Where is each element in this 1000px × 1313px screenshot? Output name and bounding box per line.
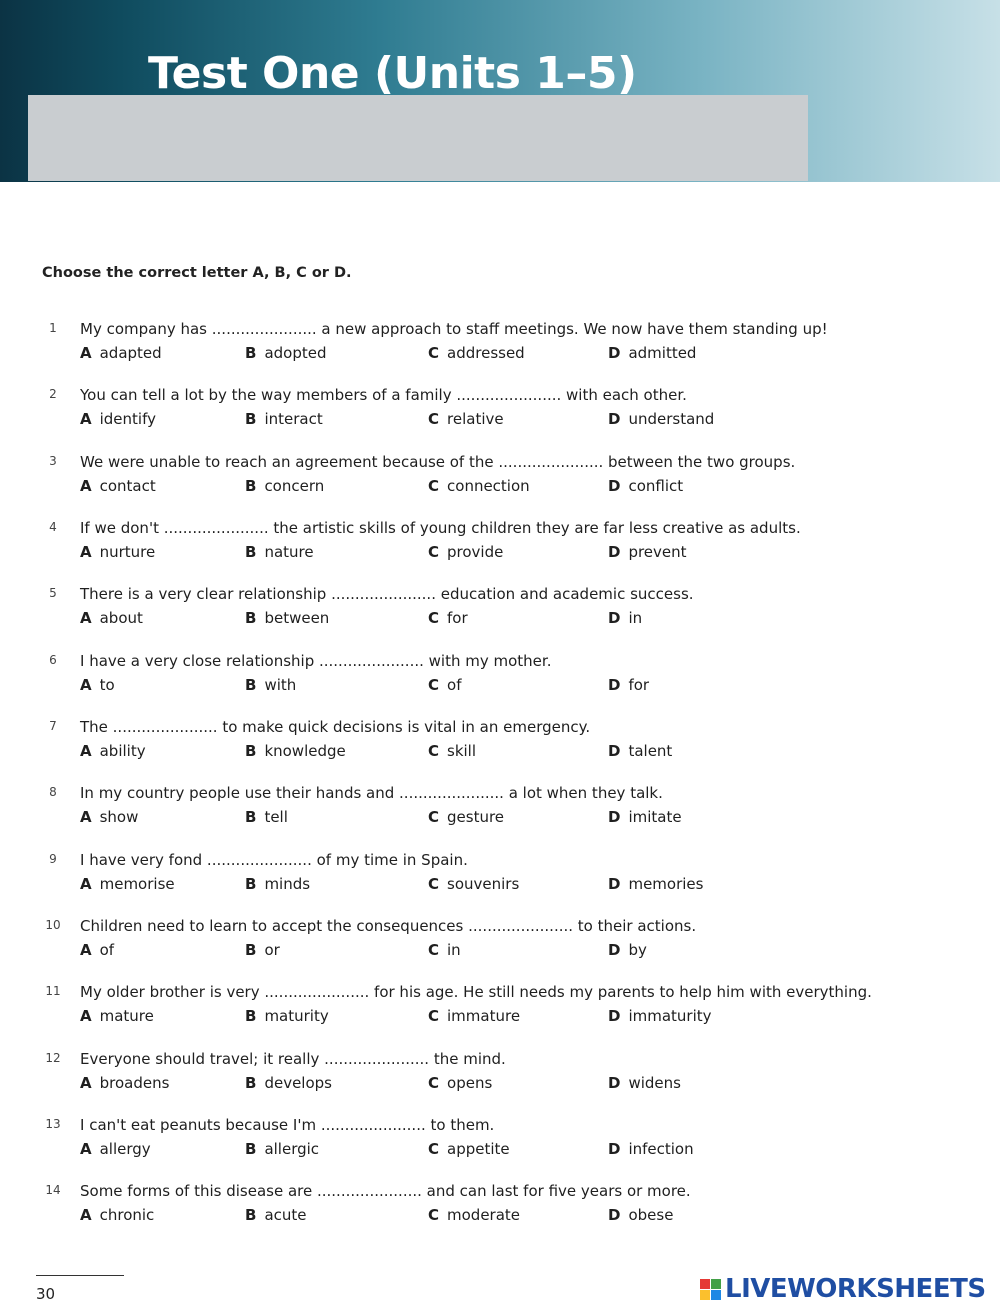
question-item	[0, 718, 1000, 768]
option-letter: C	[428, 410, 440, 428]
option-text: opens	[447, 1074, 493, 1092]
option-letter: C	[428, 1007, 440, 1025]
option-text: or	[264, 941, 280, 959]
option-letter: B	[245, 875, 257, 893]
answer-options	[80, 1140, 980, 1162]
answer-options	[80, 609, 980, 631]
answer-option-b[interactable]	[245, 1140, 319, 1158]
question-stem: Some forms of this disease are ...................... and can last for five years or more.	[80, 1182, 691, 1200]
answer-option-b[interactable]	[245, 941, 280, 959]
option-text: provide	[447, 543, 504, 561]
question-item	[0, 1182, 1000, 1232]
option-text: acute	[264, 1206, 307, 1224]
option-text: immature	[447, 1007, 521, 1025]
option-text: minds	[264, 875, 311, 893]
page-title: Test One (Units 1–5)	[148, 48, 637, 99]
brand-icon-square	[711, 1279, 721, 1289]
question-number: 5	[49, 586, 57, 600]
option-text: in	[447, 941, 461, 959]
answer-options	[80, 808, 980, 830]
answer-option-c[interactable]	[428, 1007, 520, 1025]
answer-option-b[interactable]	[245, 477, 324, 495]
question-stem: We were unable to reach an agreement because of the ...................... between the two groups.	[80, 453, 796, 471]
option-letter: C	[428, 1074, 440, 1092]
question-stem: I have very fond ...................... of my time in Spain.	[80, 851, 468, 869]
option-text: by	[628, 941, 647, 959]
answer-option-a[interactable]	[80, 410, 156, 428]
option-text: for	[447, 609, 468, 627]
question-number: 11	[45, 984, 61, 998]
option-letter: C	[428, 543, 440, 561]
option-text: understand	[628, 410, 715, 428]
option-letter: C	[428, 609, 440, 627]
option-letter: B	[245, 543, 257, 561]
option-letter: B	[245, 808, 257, 826]
option-letter: A	[80, 676, 92, 694]
option-letter: D	[608, 875, 621, 893]
option-letter: B	[245, 1140, 257, 1158]
option-text: addressed	[447, 344, 525, 362]
option-text: adopted	[264, 344, 327, 362]
question-number: 1	[49, 321, 57, 335]
option-letter: B	[245, 1206, 257, 1224]
answer-option-a[interactable]	[80, 808, 138, 826]
option-letter: A	[80, 477, 92, 495]
footer-divider	[36, 1275, 124, 1276]
answer-option-b[interactable]	[245, 410, 323, 428]
option-letter: A	[80, 742, 92, 760]
option-text: about	[99, 609, 143, 627]
question-number: 8	[49, 785, 57, 799]
answer-option-c[interactable]	[428, 344, 525, 362]
page-number: 30	[36, 1285, 56, 1303]
option-letter: B	[245, 410, 257, 428]
option-text: broadens	[99, 1074, 170, 1092]
answer-option-d[interactable]	[608, 742, 672, 760]
answer-option-d[interactable]	[608, 676, 649, 694]
question-stem: The ...................... to make quick decisions is vital in an emergency.	[80, 718, 591, 736]
question-stem: In my country people use their hands and ...................... a lot when they talk.	[80, 784, 663, 802]
answer-option-a[interactable]	[80, 1206, 154, 1224]
option-text: conflict	[628, 477, 684, 495]
option-letter: D	[608, 676, 621, 694]
option-letter: B	[245, 1007, 257, 1025]
option-text: admitted	[628, 344, 697, 362]
option-letter: C	[428, 676, 440, 694]
answer-option-b[interactable]	[245, 875, 310, 893]
question-item	[0, 386, 1000, 436]
option-text: memories	[628, 875, 704, 893]
question-number: 3	[49, 454, 57, 468]
answer-option-c[interactable]	[428, 1140, 510, 1158]
option-letter: B	[245, 742, 257, 760]
question-stem: I can't eat peanuts because I'm ...................... to them.	[80, 1116, 495, 1134]
option-text: between	[264, 609, 330, 627]
question-number: 6	[49, 653, 57, 667]
option-letter: A	[80, 1007, 92, 1025]
question-stem: My older brother is very ...................... for his age. He still needs my parents to help him with everything.	[80, 983, 872, 1001]
answer-option-b[interactable]	[245, 1206, 307, 1224]
question-stem: There is a very clear relationship ...................... education and academic success.	[80, 585, 694, 603]
answer-option-d[interactable]	[608, 344, 696, 362]
option-letter: C	[428, 1206, 440, 1224]
answer-option-d[interactable]	[608, 1140, 694, 1158]
option-text: moderate	[447, 1206, 521, 1224]
brand-icon-square	[700, 1279, 710, 1289]
question-item	[0, 453, 1000, 503]
question-stem: You can tell a lot by the way members of a family ...................... with each other.	[80, 386, 687, 404]
option-letter: C	[428, 742, 440, 760]
answer-option-d[interactable]	[608, 875, 703, 893]
brand-name: LIVEWORKSHEETS	[725, 1274, 986, 1304]
question-number: 14	[45, 1183, 61, 1197]
answer-option-d[interactable]	[608, 410, 714, 428]
option-letter: A	[80, 1206, 92, 1224]
question-item	[0, 519, 1000, 569]
option-text: for	[628, 676, 650, 694]
option-letter: C	[428, 875, 440, 893]
option-text: allergic	[264, 1140, 320, 1158]
question-number: 2	[49, 387, 57, 401]
option-letter: D	[608, 742, 621, 760]
option-text: concern	[264, 477, 325, 495]
question-number: 9	[49, 852, 57, 866]
option-text: widens	[628, 1074, 681, 1092]
question-item	[0, 652, 1000, 702]
question-item	[0, 1116, 1000, 1166]
question-stem: Children need to learn to accept the consequences ...................... to their actions.	[80, 917, 697, 935]
option-letter: D	[608, 1074, 621, 1092]
answer-option-a[interactable]	[80, 344, 162, 362]
question-stem: I have a very close relationship ...................... with my mother.	[80, 652, 552, 670]
answer-option-c[interactable]	[428, 941, 461, 959]
answer-options	[80, 543, 980, 565]
answer-option-a[interactable]	[80, 941, 114, 959]
answer-option-d[interactable]	[608, 543, 687, 561]
option-text: contact	[99, 477, 156, 495]
answer-option-b[interactable]	[245, 543, 314, 561]
answer-option-a[interactable]	[80, 1007, 154, 1025]
option-text: mature	[99, 1007, 154, 1025]
answer-option-c[interactable]	[428, 609, 468, 627]
option-text: memorise	[99, 875, 175, 893]
option-letter: B	[245, 477, 257, 495]
answer-option-b[interactable]	[245, 1007, 329, 1025]
answer-option-d[interactable]	[608, 1007, 712, 1025]
option-text: of	[99, 941, 115, 959]
option-letter: D	[608, 1140, 621, 1158]
option-letter: A	[80, 410, 92, 428]
option-letter: B	[245, 676, 257, 694]
answer-option-b[interactable]	[245, 742, 346, 760]
answer-option-c[interactable]	[428, 676, 461, 694]
question-number: 12	[45, 1051, 61, 1065]
answer-option-b[interactable]	[245, 808, 288, 826]
option-letter: C	[428, 808, 440, 826]
option-letter: D	[608, 609, 621, 627]
option-letter: D	[608, 1007, 621, 1025]
option-text: in	[628, 609, 643, 627]
option-text: to	[99, 676, 115, 694]
option-text: relative	[447, 410, 504, 428]
answer-option-c[interactable]	[428, 477, 530, 495]
question-item	[0, 585, 1000, 635]
option-letter: B	[245, 344, 257, 362]
option-letter: C	[428, 941, 440, 959]
answer-option-a[interactable]	[80, 676, 115, 694]
question-stem: Everyone should travel; it really ...................... the mind.	[80, 1050, 506, 1068]
answer-options	[80, 477, 980, 499]
option-text: talent	[628, 742, 673, 760]
option-letter: D	[608, 410, 621, 428]
answer-option-a[interactable]	[80, 1140, 151, 1158]
option-letter: A	[80, 875, 92, 893]
answer-option-a[interactable]	[80, 742, 146, 760]
option-letter: C	[428, 477, 440, 495]
answer-option-c[interactable]	[428, 1206, 520, 1224]
answer-option-c[interactable]	[428, 543, 503, 561]
option-text: with	[264, 676, 297, 694]
answer-option-a[interactable]	[80, 875, 175, 893]
option-text: chronic	[99, 1206, 155, 1224]
brand-icon-square	[700, 1290, 710, 1300]
option-text: interact	[264, 410, 323, 428]
answer-option-a[interactable]	[80, 543, 155, 561]
answer-option-d[interactable]	[608, 1074, 681, 1092]
question-item	[0, 1050, 1000, 1100]
answer-option-c[interactable]	[428, 808, 504, 826]
question-item	[0, 784, 1000, 834]
answer-options	[80, 742, 980, 764]
option-letter: C	[428, 344, 440, 362]
option-text: infection	[628, 1140, 694, 1158]
answer-option-a[interactable]	[80, 1074, 169, 1092]
option-letter: A	[80, 609, 92, 627]
answer-option-d[interactable]	[608, 1206, 673, 1224]
answer-options	[80, 410, 980, 432]
option-text: prevent	[628, 543, 687, 561]
answer-option-a[interactable]	[80, 477, 156, 495]
option-letter: A	[80, 543, 92, 561]
option-text: tell	[264, 808, 288, 826]
option-letter: D	[608, 808, 621, 826]
question-item	[0, 983, 1000, 1033]
option-letter: A	[80, 344, 92, 362]
option-letter: D	[608, 1206, 621, 1224]
option-text: develops	[264, 1074, 332, 1092]
answer-option-c[interactable]	[428, 742, 476, 760]
option-letter: D	[608, 344, 621, 362]
answer-option-c[interactable]	[428, 1074, 492, 1092]
question-stem: My company has ...................... a new approach to staff meetings. We now have them standing up!	[80, 320, 828, 338]
brand-icon	[700, 1279, 722, 1301]
answer-option-b[interactable]	[245, 609, 329, 627]
option-letter: D	[608, 543, 621, 561]
question-number: 10	[45, 918, 61, 932]
option-text: imitate	[628, 808, 682, 826]
option-letter: B	[245, 609, 257, 627]
answer-option-c[interactable]	[428, 410, 504, 428]
option-text: immaturity	[628, 1007, 712, 1025]
header-banner-panel	[28, 95, 808, 181]
question-number: 7	[49, 719, 57, 733]
option-letter: C	[428, 1140, 440, 1158]
answer-options	[80, 344, 980, 366]
option-letter: B	[245, 941, 257, 959]
answer-options	[80, 875, 980, 897]
option-text: maturity	[264, 1007, 329, 1025]
option-text: show	[99, 808, 139, 826]
question-stem: If we don't ...................... the artistic skills of young children they are far less creative as adults.	[80, 519, 801, 537]
brand-icon-square	[711, 1290, 721, 1300]
answer-option-b[interactable]	[245, 1074, 332, 1092]
answer-option-c[interactable]	[428, 875, 519, 893]
answer-options	[80, 1206, 980, 1228]
answer-option-b[interactable]	[245, 344, 326, 362]
question-number: 13	[45, 1117, 61, 1131]
option-text: ability	[99, 742, 146, 760]
answer-option-d[interactable]	[608, 941, 647, 959]
option-text: adapted	[99, 344, 162, 362]
option-text: obese	[628, 1206, 674, 1224]
answer-options	[80, 1074, 980, 1096]
answer-option-d[interactable]	[608, 609, 642, 627]
question-item	[0, 917, 1000, 967]
answer-option-a[interactable]	[80, 609, 143, 627]
option-text: nature	[264, 543, 314, 561]
option-text: knowledge	[264, 742, 346, 760]
option-letter: A	[80, 1140, 92, 1158]
answer-options	[80, 1007, 980, 1029]
option-text: appetite	[447, 1140, 510, 1158]
option-text: nurture	[99, 543, 156, 561]
option-text: allergy	[99, 1140, 151, 1158]
answer-option-b[interactable]	[245, 676, 296, 694]
option-letter: A	[80, 941, 92, 959]
answer-option-d[interactable]	[608, 808, 682, 826]
instructions: Choose the correct letter A, B, C or D.	[42, 265, 352, 281]
question-item	[0, 320, 1000, 370]
option-letter: A	[80, 1074, 92, 1092]
option-text: identify	[99, 410, 156, 428]
option-text: gesture	[447, 808, 505, 826]
answer-options	[80, 676, 980, 698]
option-text: souvenirs	[447, 875, 520, 893]
question-item	[0, 851, 1000, 901]
option-text: connection	[447, 477, 530, 495]
option-letter: D	[608, 941, 621, 959]
answer-options	[80, 941, 980, 963]
answer-option-d[interactable]	[608, 477, 683, 495]
option-letter: D	[608, 477, 621, 495]
option-text: of	[447, 676, 462, 694]
option-letter: B	[245, 1074, 257, 1092]
option-text: skill	[447, 742, 477, 760]
option-letter: A	[80, 808, 92, 826]
question-number: 4	[49, 520, 57, 534]
